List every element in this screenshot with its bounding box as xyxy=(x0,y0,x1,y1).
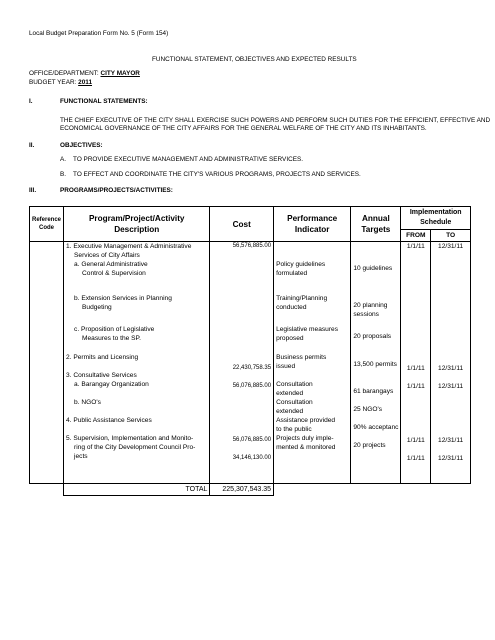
budget-year-value: 2011 xyxy=(78,79,93,86)
office-line xyxy=(29,70,140,77)
targets-column: 10 guidelines 20 planning sessions 20 proposals 13,500 permits 61 barangays 25 NGO's 90% acceptanc 20 projects xyxy=(351,242,401,484)
cost-1: 56,576,885.00 xyxy=(232,243,272,249)
functional-statement-line-1: THE CHIEF EXECUTIVE OF THE CITY SHALL EXERCISE SUCH POWERS AND PERFORM SUCH DUTIES FOR THE EFFICIENT, EFFECTIVE AND xyxy=(60,117,491,124)
desc-row-1: 1. Executive Management & Administrative Services of City Affairs xyxy=(66,243,192,259)
section-1-number: I. xyxy=(29,98,33,105)
programs-table xyxy=(29,206,471,496)
cost-2: 22,430,758.35 xyxy=(232,365,272,371)
total-value: 225,307,543.35 xyxy=(210,484,274,496)
total-row xyxy=(30,484,471,496)
desc-row-5: 2. Permits and Licensing xyxy=(66,354,139,361)
to-column: 12/31/11 12/31/11 12/31/11 12/31/11 12/31/11 xyxy=(431,242,471,484)
cost-column xyxy=(210,242,274,484)
section-1-heading: FUNCTIONAL STATEMENTS: xyxy=(60,98,148,105)
description-column xyxy=(64,242,210,484)
desc-row-2: a. General Administrative Control & Supervision xyxy=(74,261,148,277)
header-cost: Cost xyxy=(210,207,274,242)
table-body-row xyxy=(30,242,471,484)
section-2-heading: OBJECTIVES: xyxy=(60,142,103,149)
header-reference-code: Reference Code xyxy=(30,207,64,242)
budget-year-line xyxy=(29,79,92,86)
indicator-column: Policy guidelines formulated Training/Planning conducted Legislative measures proposed Business permits issued Consultation extended Consultation extended Assistance provided to the public Projects duly imple- mented & monitored xyxy=(274,242,351,484)
desc-row-9: 5. Supervision, Implementation and Monito- ring of the City Development Council Pro- jects xyxy=(66,435,196,460)
desc-row-8: 4. Public Assistance Services xyxy=(66,417,152,424)
cost-5: 34,146,130.00 xyxy=(232,455,272,461)
header-performance-indicator: Performance Indicator xyxy=(274,207,351,242)
desc-row-3: b. Extension Services in Planning Budgeting xyxy=(74,295,172,311)
desc-row-6: 3. Consultative Services a. Barangay Organization xyxy=(66,372,149,388)
total-label: TOTAL xyxy=(64,484,210,496)
section-2-number: II. xyxy=(29,142,35,149)
from-column: 1/1/11 1/1/11 1/1/11 1/1/11 1/1/11 xyxy=(401,242,431,484)
objective-b: B. TO EFFECT AND COORDINATE THE CITY'S VARIOUS PROGRAMS, PROJECTS AND SERVICES. xyxy=(60,171,361,178)
section-3-heading: PROGRAMS/PROJECTS/ACTIVITIES: xyxy=(60,187,173,194)
objective-a: A. TO PROVIDE EXECUTIVE MANAGEMENT AND ADMINISTRATIVE SERVICES. xyxy=(60,156,304,163)
functional-statement-line-2: ECONOMICAL GOVERNANCE OF THE CITY AFFAIRS FOR THE GENERAL WELFARE OF THE CITY AND ITS INHABITANTS. xyxy=(60,125,427,132)
reference-code-cell xyxy=(30,242,64,484)
desc-row-4: c. Proposition of Legislative Measures to the SP. xyxy=(74,326,155,342)
desc-row-7: b. NGO's xyxy=(74,399,101,406)
header-implementation-schedule: Implementation Schedule xyxy=(401,207,471,230)
section-3-number: III. xyxy=(29,187,37,194)
budget-year-label: BUDGET YEAR: xyxy=(29,79,77,86)
document-title: FUNCTIONAL STATEMENT, OBJECTIVES AND EXPECTED RESULTS xyxy=(152,56,357,63)
header-annual-targets: Annual Targets xyxy=(351,207,401,242)
office-label: OFFICE/DEPARTMENT: xyxy=(29,70,99,77)
header-program-description: Program/Project/Activity Description xyxy=(64,207,210,242)
cost-3: 56,076,885.00 xyxy=(232,383,272,389)
table-header-row xyxy=(30,207,471,230)
form-name: Local Budget Preparation Form No. 5 (Form 154) xyxy=(29,30,169,37)
cost-4: 56,076,885.00 xyxy=(232,437,272,443)
header-from: FROM xyxy=(401,230,431,242)
office-value: CITY MAYOR xyxy=(100,70,140,77)
header-to: TO xyxy=(431,230,471,242)
